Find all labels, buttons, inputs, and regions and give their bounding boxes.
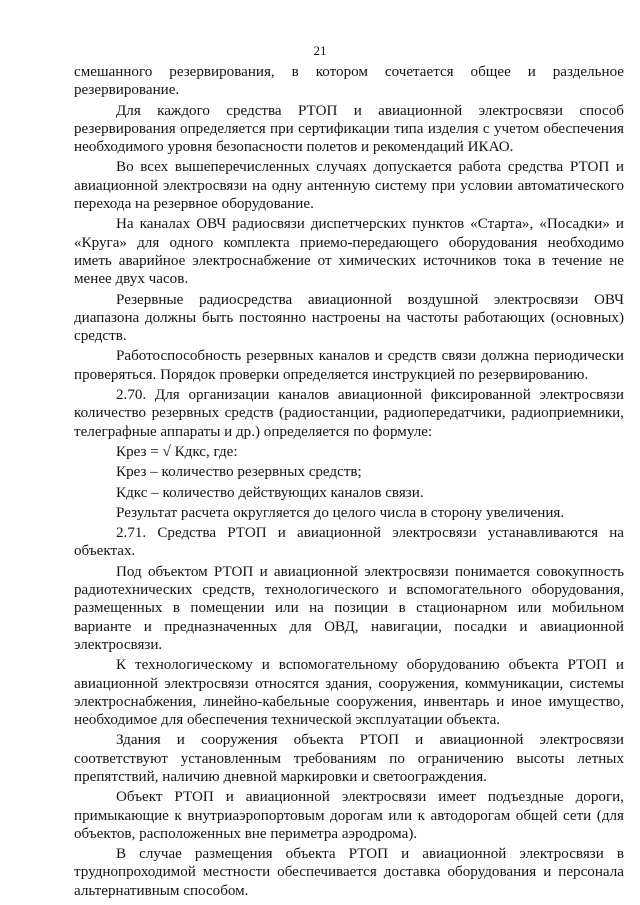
paragraph: Результат расчета округляется до целого числа в сторону увеличения.	[116, 504, 565, 521]
paragraph: Крез = √ Кдкс, где:	[116, 443, 238, 460]
paragraph: К технологическому и вспомогательному оборудованию объекта РТОП и авиационной электросвязи относятся здания, сооружения, коммуникации, системы электроснабжения, линейно-кабельные сооружения, инвентарь и иное имущество, необходимое для обеспечения технической эксплуатации объекта.	[74, 657, 624, 729]
paragraph: 2.70. Для организации каналов авиационной фиксированной электросвязи количество резервных средств (радиостанции, радиопередатчики, радиоприемники, телеграфные аппараты и др.) определяется по формуле:	[74, 387, 624, 440]
page-number: 21	[313, 43, 327, 58]
paragraph: Под объектом РТОП и авиационной электросвязи понимается совокупность радиотехнических средств, технологического и вспомогательного оборудования, размещенных в помещении или на позиции в стационарном или мобильном варианте и предназначенных для ОВД, навигации, посадки и авиационной электросвязи.	[74, 563, 624, 653]
paragraph: Кдкс – количество действующих каналов связи.	[116, 484, 424, 501]
paragraph: Крез – количество резервных средств;	[116, 464, 362, 481]
paragraph: Объект РТОП и авиационной электросвязи имеет подъездные дороги, примыкающие к внутриаэропортовым дорогам или к автодорогам общей сети (для объектов, расположенных вне периметра аэродрома).	[74, 789, 624, 842]
paragraph: На каналах ОВЧ радиосвязи диспетчерских пунктов «Старта», «Посадки» и «Круга» для одного комплекта приемо-передающего оборудования необходимо иметь аварийное электроснабжение от химических источников тока в течение не менее двух часов.	[74, 216, 624, 288]
paragraph: Во всех вышеперечисленных случаях допускается работа средства РТОП и авиационной электросвязи на одну антенную систему при условии автоматического перехода на резервное оборудование.	[74, 159, 624, 213]
body-text	[74, 63, 624, 902]
paragraph: В случае размещения объекта РТОП и авиационной электросвязи в труднопроходимой местности обеспечивается доставка оборудования и персонала альтернативным способом.	[74, 846, 624, 899]
paragraph: Резервные радиосредства авиационной воздушной электросвязи ОВЧ диапазона должны быть постоянно настроены на частоты работающих (основных) средств.	[74, 291, 624, 345]
paragraph: смешанного резервирования, в котором сочетается общее и раздельное резервирование.	[74, 64, 624, 99]
paragraph: 2.71. Средства РТОП и авиационной электросвязи устанавливаются на объектах.	[74, 525, 624, 560]
paragraph: Для каждого средства РТОП и авиационной электросвязи способ резервирования определяется при сертификации типа изделия с учетом обеспечения необходимого уровня безопасности полетов и рекомендаций ИКАО.	[74, 102, 624, 156]
paragraph: Работоспособность резервных каналов и средств связи должна периодически проверяться. Порядок проверки определяется инструкцией по резервированию.	[74, 348, 624, 383]
paragraph: Здания и сооружения объекта РТОП и авиационной электросвязи соответствуют установленным требованиям по ограничению высоты летных препятствий, наличию дневной маркировки и светоограждения.	[74, 732, 624, 785]
